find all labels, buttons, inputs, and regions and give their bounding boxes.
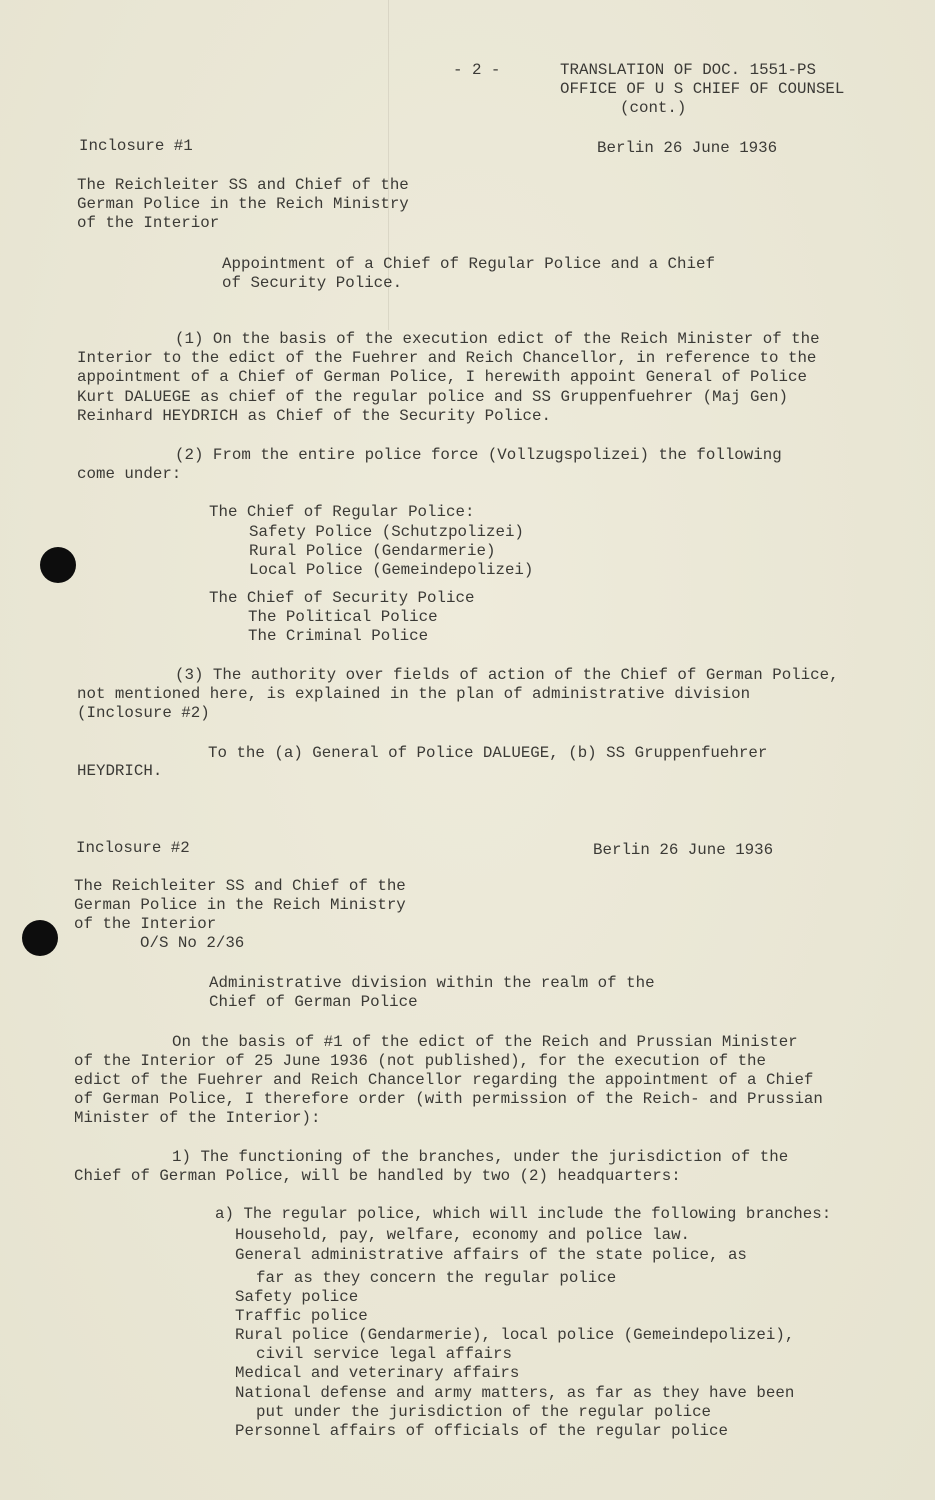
- subject-line: Chief of German Police: [209, 993, 418, 1011]
- subject-line: Appointment of a Chief of Regular Police and a Chief: [222, 255, 715, 273]
- paragraph-line: edict of the Fuehrer and Reich Chancellor regarding the appointment of a Chief: [74, 1071, 814, 1089]
- list-item: Local Police (Gemeindepolizei): [249, 561, 534, 579]
- inclosure-label: Inclosure #1: [79, 137, 193, 155]
- inclosure-label: Inclosure #2: [76, 839, 190, 857]
- paragraph-line: appointment of a Chief of German Police, I herewith appoint General of Police: [77, 368, 807, 386]
- paragraph-line: (2) From the entire police force (Vollzugspolizei) the following: [175, 446, 782, 464]
- list-item: Safety Police (Schutzpolizei): [249, 523, 524, 541]
- doc-header: TRANSLATION OF DOC. 1551-PS: [560, 61, 816, 79]
- distribution-line: HEYDRICH.: [77, 762, 163, 780]
- paragraph-line: 1) The functioning of the branches, under the jurisdiction of the: [172, 1148, 789, 1166]
- paragraph-line: of German Police, I therefore order (with permission of the Reich- and Prussian: [74, 1090, 823, 1108]
- punch-hole: [40, 547, 76, 583]
- paragraph-line: Reinhard HEYDRICH as Chief of the Security Police.: [77, 407, 551, 425]
- sender-line: The Reichleiter SS and Chief of the: [74, 877, 406, 895]
- branch-item: put under the jurisdiction of the regular police: [256, 1403, 712, 1421]
- branch-item: General administrative affairs of the state police, as: [235, 1246, 747, 1264]
- date: Berlin 26 June 1936: [597, 139, 778, 157]
- sender-line: German Police in the Reich Ministry: [74, 896, 406, 914]
- list-item: The Chief of Regular Police:: [209, 503, 475, 521]
- paragraph-line: (Inclosure #2): [77, 704, 210, 722]
- paragraph-line: Chief of German Police, will be handled by two (2) headquarters:: [74, 1167, 681, 1185]
- reference-number: O/S No 2/36: [140, 934, 245, 952]
- sender-line: of the Interior: [74, 915, 217, 933]
- branch-item: far as they concern the regular police: [256, 1269, 617, 1287]
- distribution-line: To the (a) General of Police DALUEGE, (b) SS Gruppenfuehrer: [208, 744, 768, 762]
- branch-item: Traffic police: [235, 1307, 368, 1325]
- paragraph-line: (3) The authority over fields of action of the Chief of German Police,: [175, 666, 839, 684]
- paragraph-line: On the basis of #1 of the edict of the Reich and Prussian Minister: [172, 1033, 798, 1051]
- branch-item: Rural police (Gendarmerie), local police (Gemeindepolizei),: [235, 1326, 795, 1344]
- paragraph-line: a) The regular police, which will include the following branches:: [215, 1205, 832, 1223]
- branch-item: Medical and veterinary affairs: [235, 1364, 520, 1382]
- subject-line: of Security Police.: [222, 274, 403, 292]
- branch-item: Household, pay, welfare, economy and police law.: [235, 1226, 691, 1244]
- list-item: The Political Police: [248, 608, 438, 626]
- list-item: The Criminal Police: [248, 627, 429, 645]
- subject-line: Administrative division within the realm of the: [209, 974, 655, 992]
- doc-header: (cont.): [620, 99, 687, 117]
- date: Berlin 26 June 1936: [593, 841, 774, 859]
- branch-item: National defense and army matters, as far as they have been: [235, 1384, 795, 1402]
- doc-header: OFFICE OF U S CHIEF OF COUNSEL: [560, 80, 845, 98]
- list-item: The Chief of Security Police: [209, 589, 475, 607]
- branch-item: Personnel affairs of officials of the regular police: [235, 1422, 728, 1440]
- sender-line: German Police in the Reich Ministry: [77, 195, 409, 213]
- sender-line: The Reichleiter SS and Chief of the: [77, 176, 409, 194]
- list-item: Rural Police (Gendarmerie): [249, 542, 496, 560]
- branch-item: civil service legal affairs: [256, 1345, 512, 1363]
- paragraph-line: of the Interior of 25 June 1936 (not published), for the execution of the: [74, 1052, 767, 1070]
- paragraph-line: Interior to the edict of the Fuehrer and Reich Chancellor, in reference to the: [77, 349, 817, 367]
- paragraph-line: not mentioned here, is explained in the plan of administrative division: [77, 685, 751, 703]
- paragraph-line: (1) On the basis of the execution edict of the Reich Minister of the: [175, 330, 820, 348]
- branch-item: Safety police: [235, 1288, 359, 1306]
- sender-line: of the Interior: [77, 214, 220, 232]
- page-number: - 2 -: [453, 61, 501, 79]
- punch-hole: [22, 920, 58, 956]
- paragraph-line: come under:: [77, 465, 182, 483]
- paragraph-line: Minister of the Interior):: [74, 1109, 321, 1127]
- paragraph-line: Kurt DALUEGE as chief of the regular police and SS Gruppenfuehrer (Maj Gen): [77, 388, 788, 406]
